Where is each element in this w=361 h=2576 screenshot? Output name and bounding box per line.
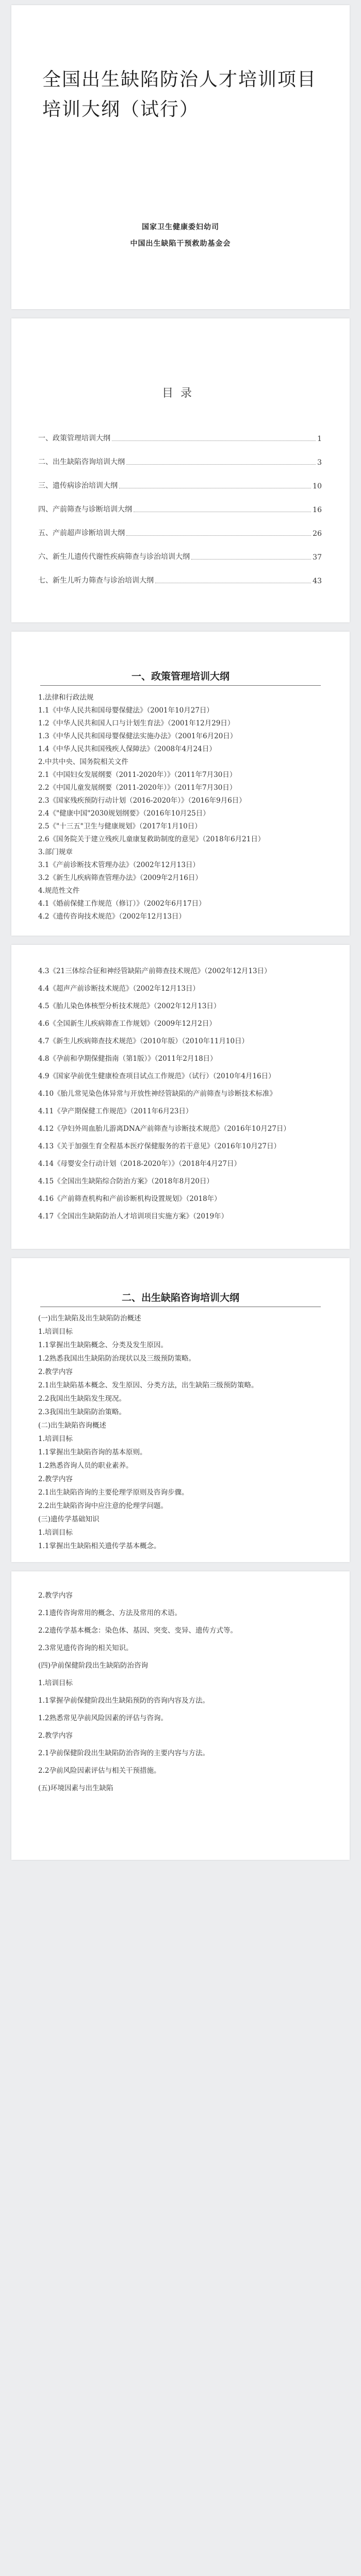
body-line: 1.2熟悉我国出生缺陷防治现状以及三级预防策略。 [38, 1354, 195, 1363]
toc-entry[interactable] [38, 528, 322, 538]
heading-rule [40, 685, 321, 686]
toc-entry-page: 3 [317, 459, 322, 467]
toc-entry-page: 10 [313, 482, 322, 490]
body-line: 3.2《新生儿疾病筛查管理办法》（2009年2月16日） [38, 874, 202, 882]
body-line: 3.1《产前诊断技术管理办法》（2002年12月13日） [38, 861, 200, 869]
document-title [42, 65, 317, 125]
toc-entry-label: 六、新生儿遗传代谢性疾病筛查与诊治培训大纲 [38, 553, 190, 561]
body-line: 1.1掌握孕前保健阶段出生缺陷预防的咨询内容及方法。 [38, 1697, 209, 1705]
toc-entry[interactable] [38, 456, 322, 467]
cover-page [11, 5, 350, 309]
toc-leader-dots [126, 464, 316, 465]
toc-entry-page: 16 [313, 506, 322, 514]
body-line: 4.15《全国出生缺陷综合防治方案》（2018年8月20日） [38, 1177, 214, 1185]
section-1-continued-body [38, 962, 324, 1225]
body-line: 4.5《胎儿染色体核型分析技术规范》（2002年12月13日） [38, 1002, 221, 1010]
title-line-1: 全国出生缺陷防治人才培训项目 [42, 69, 317, 90]
body-line: 1.培训目标 [38, 1679, 73, 1687]
body-line: 1.4《中华人民共和国残疾人保障法》（2008年4月24日） [38, 745, 216, 753]
toc-leader-dots [126, 535, 311, 536]
toc-entry-page: 26 [313, 530, 322, 538]
body-line: 4.9《国家孕前优生健康检查项目试点工作规范》（试行）（2010年4月16日） [38, 1072, 275, 1080]
body-line: 2.中共中央、国务院相关文件 [38, 758, 128, 766]
toc-entry[interactable] [38, 433, 322, 443]
body-line: 2.2出生缺陷咨询中应注意的伦理学问题。 [38, 1502, 168, 1510]
toc-entry-label: 四、产前筛查与诊断培训大纲 [38, 505, 132, 514]
body-line: 4.11《孕产期保健工作规范》（2011年6月23日） [38, 1107, 193, 1115]
section-2-body [38, 1312, 324, 1553]
body-line: 1.法律和行政法规 [38, 693, 94, 702]
body-line: 2.4《"健康中国"2030规划纲要》（2016年10月25日） [38, 809, 210, 818]
section-1-heading: 一、政策管理培训大纲 [131, 671, 229, 682]
toc-entry[interactable] [38, 551, 322, 562]
toc-entry[interactable] [38, 504, 322, 514]
section-1-continued-page [11, 945, 350, 1249]
body-line: 1.2熟悉咨询人员的职业素养。 [38, 1462, 133, 1470]
body-line: 2.2孕前风险因素评估与相关干预措施。 [38, 1767, 161, 1775]
section-2-page [11, 1258, 350, 1562]
body-line: 2.1《中国妇女发展纲要（2011-2020年）》（2011年7月30日） [38, 771, 237, 779]
body-line: 1.1掌握出生缺陷相关遗传学基本概念。 [38, 1542, 161, 1550]
body-line: 4.17《全国出生缺陷防治人才培训项目实施方案》（2019年） [38, 1212, 228, 1221]
toc-leader-dots [191, 559, 311, 560]
toc-entry-label: 二、出生缺陷咨询培训大纲 [38, 458, 125, 466]
issuer-2: 中国出生缺陷干预救助基金会 [130, 240, 231, 248]
body-line: (四)孕前保健阶段出生缺陷防治咨询 [38, 1662, 149, 1670]
body-line: (二)出生缺陷咨询概述 [38, 1421, 107, 1430]
toc-entry-label: 七、新生儿听力筛查与诊治培训大纲 [38, 577, 154, 585]
body-line: 2.1出生缺陷基本概念、发生原因、分类方法，出生缺陷三级预防策略。 [38, 1381, 258, 1389]
body-line: 4.7《新生儿疾病筛查技术规范》（2010年版）（2010年11月10日） [38, 1037, 249, 1045]
section-2-heading: 二、出生缺陷咨询培训大纲 [121, 1292, 239, 1303]
title-line-2: 培训大纲（试行） [42, 99, 200, 120]
body-line: 2.教学内容 [38, 1591, 73, 1600]
body-line: 2.1出生缺陷咨询的主要伦理学原则及咨询步骤。 [38, 1488, 189, 1497]
body-line: 4.6《全国新生儿疾病筛查工作规划》（2009年12月2日） [38, 1020, 216, 1028]
body-line: 1.培训目标 [38, 1529, 73, 1537]
toc-page [11, 318, 350, 622]
body-line: 2.教学内容 [38, 1368, 73, 1376]
toc-leader-dots [112, 440, 316, 441]
body-line: (五)环境因素与出生缺陷 [38, 1784, 113, 1792]
body-line: 1.1《中华人民共和国母婴保健法》（2001年10月27日） [38, 706, 214, 715]
body-line: (一)出生缺陷及出生缺陷防治概述 [38, 1314, 141, 1323]
body-line: 4.12《孕妇外周血胎儿游离DNA产前筛查与诊断技术规范》（2016年10月27日） [38, 1125, 290, 1133]
body-line: 4.1《婚前保健工作规范（修订）》（2002年6月17日） [38, 900, 206, 908]
toc-entry-page: 1 [317, 435, 322, 443]
body-line: 2.教学内容 [38, 1732, 73, 1740]
toc-entry-label: 五、产前超声诊断培训大纲 [38, 529, 125, 537]
toc-entry-label: 三、遗传病诊治培训大纲 [38, 482, 118, 490]
body-line: 1.培训目标 [38, 1435, 73, 1443]
body-line: 2.5《"十三五"卫生与健康规划》（2017年1月10日） [38, 822, 202, 831]
body-line: 2.3常见遗传咨询的相关知识。 [38, 1644, 133, 1652]
body-line: 2.教学内容 [38, 1475, 73, 1483]
toc-heading: 目录 [161, 387, 199, 400]
body-line: 1.1掌握出生缺陷概念、分类及发生原因。 [38, 1341, 168, 1349]
body-line: 4.14《母婴安全行动计划（2018-2020年）》（2018年4月27日） [38, 1160, 241, 1168]
section-2-continued-page [11, 1571, 350, 1860]
toc-entry-page: 37 [313, 553, 322, 562]
toc-entry[interactable] [38, 480, 322, 490]
section-1-page [11, 632, 350, 936]
body-line: 3.部门规章 [38, 848, 73, 856]
section-1-body [38, 691, 324, 923]
body-line: 2.6《国务院关于建立残疾儿童康复救助制度的意见》（2018年6月21日） [38, 835, 265, 843]
body-line: 4.16《产前筛查机构和产前诊断机构设置规划》（2018年） [38, 1195, 221, 1203]
body-line: 2.1遗传咨询常用的概念、方法及常用的术语。 [38, 1609, 182, 1617]
body-line: 2.2遗传学基本概念：染色体、基因、突变、变异、遗传方式等。 [38, 1626, 237, 1635]
body-line: 1.3《中华人民共和国母婴保健法实施办法》（2001年6月20日） [38, 732, 237, 740]
body-line: 4.规范性文件 [38, 887, 80, 895]
body-line: 4.4《超声产前诊断技术规范》（2002年12月13日） [38, 985, 200, 993]
body-line: 2.3《国家残疾预防行动计划（2016-2020年）》（2016年9月6日） [38, 796, 246, 805]
body-line: 1.1掌握出生缺陷咨询的基本原则。 [38, 1448, 147, 1456]
body-line: 4.10《胎儿常见染色体异常与开放性神经管缺陷的产前筛查与诊断技术标准》 [38, 1090, 277, 1098]
body-line: 4.2《遗传咨询技术规范》（2002年12月13日） [38, 912, 186, 921]
body-line: (三)遗传学基础知识 [38, 1515, 100, 1523]
issuer-1: 国家卫生健康委妇幼司 [142, 223, 219, 231]
body-line: 1.培训目标 [38, 1328, 73, 1336]
toc-entry-label: 一、政策管理培训大纲 [38, 434, 110, 443]
body-line: 1.2《中华人民共和国人口与计划生育法》（2001年12月29日） [38, 719, 235, 727]
body-line: 2.2我国出生缺陷发生现况。 [38, 1395, 126, 1403]
body-line: 1.2熟悉常见孕前风险因素的评估与咨询。 [38, 1714, 168, 1722]
toc-entry-page: 43 [313, 577, 322, 585]
body-line: 4.13《关于加强生育全程基本医疗保健服务的若干意见》（2016年10月27日） [38, 1142, 281, 1150]
section-2-continued-body [38, 1587, 324, 1797]
body-line: 2.1孕前保健阶段出生缺陷防治咨询的主要内容与方法。 [38, 1749, 209, 1757]
body-line: 2.3我国出生缺陷防治策略。 [38, 1408, 126, 1416]
body-line: 2.2《中国儿童发展纲要（2011-2020年）》（2011年7月30日） [38, 784, 237, 792]
toc-entry[interactable] [38, 575, 322, 585]
body-line: 4.3《21三体综合征和神经管缺陷产前筛查技术规范》（2002年12月13日） [38, 967, 271, 975]
body-line: 4.8《孕前和孕期保健指南（第1版）》（2011年2月18日） [38, 1055, 217, 1063]
